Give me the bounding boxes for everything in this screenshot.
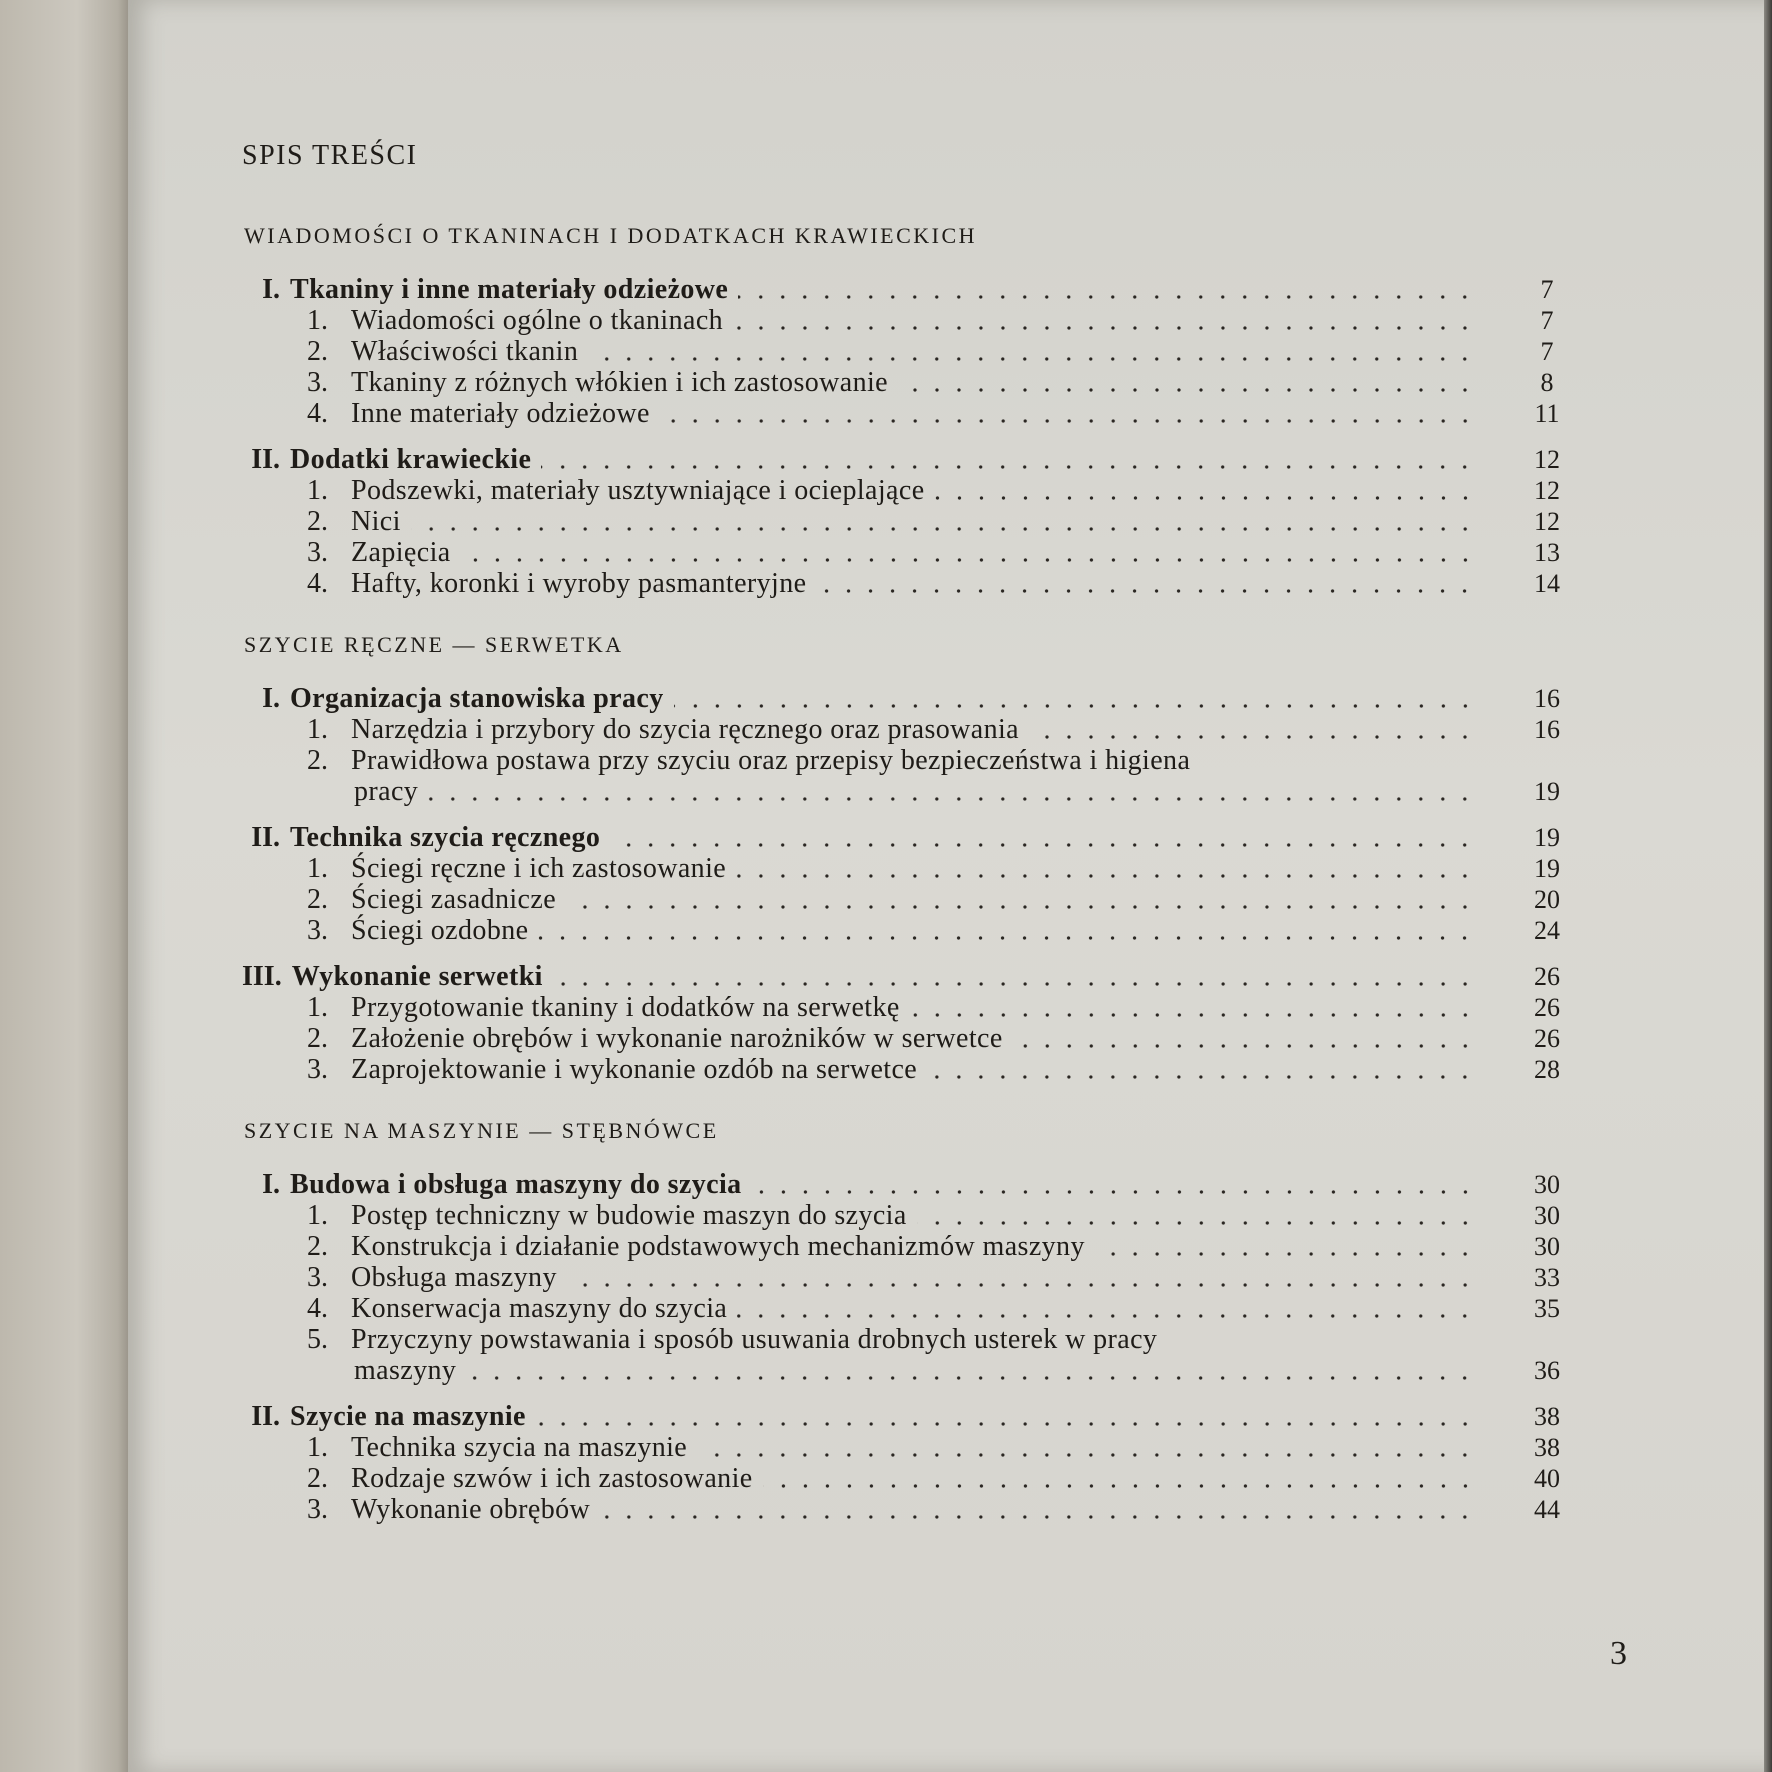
entry-number: 2. bbox=[307, 506, 328, 537]
toc-entry-row[interactable] bbox=[242, 885, 1632, 915]
toc-chapter-row[interactable] bbox=[242, 445, 1632, 475]
table-of-contents bbox=[242, 125, 1632, 1685]
page-number: 14 bbox=[1534, 569, 1560, 598]
dot-leader bbox=[733, 326, 1476, 330]
entry-line bbox=[307, 569, 1482, 599]
dot-leader bbox=[660, 419, 1476, 423]
chapter-title: Wykonanie serwetki bbox=[291, 961, 543, 992]
page-number: 38 bbox=[1534, 1433, 1560, 1462]
entry-number: 1. bbox=[307, 992, 328, 1023]
entry-number: 1. bbox=[307, 305, 328, 336]
entry-line bbox=[307, 368, 1482, 398]
entry-title: Narzędzia i przybory do szycia ręcznego oraz prasowania bbox=[351, 714, 1019, 745]
page-number: 30 bbox=[1534, 1232, 1560, 1261]
page-number: 26 bbox=[1534, 1024, 1560, 1053]
entry-number: 2. bbox=[307, 884, 328, 915]
entry-number: 1. bbox=[307, 714, 328, 745]
page-number: 44 bbox=[1534, 1495, 1560, 1524]
entry-title: Ściegi zasadnicze bbox=[351, 884, 557, 915]
toc-chapter-row[interactable] bbox=[242, 275, 1632, 305]
entry-number: 3. bbox=[307, 1262, 328, 1293]
page-number: 8 bbox=[1540, 368, 1554, 397]
toc-entry-row[interactable] bbox=[242, 1433, 1632, 1463]
entry-title: Założenie obrębów i wykonanie narożników w serwetce bbox=[351, 1023, 1003, 1054]
dot-leader bbox=[737, 1314, 1476, 1318]
chapter-number: III. bbox=[242, 961, 282, 992]
toc-entry-row[interactable] bbox=[242, 569, 1632, 599]
dot-leader bbox=[1013, 1044, 1476, 1048]
page-number: 16 bbox=[1534, 715, 1560, 744]
chapter-title: Dodatki krawieckie bbox=[290, 444, 532, 475]
page-number: 38 bbox=[1534, 1402, 1560, 1431]
toc-entry-row[interactable] bbox=[242, 715, 1632, 745]
section-heading: SZYCIE NA MASZYNIE — STĘBNÓWCE bbox=[244, 1118, 719, 1143]
dot-leader bbox=[538, 936, 1476, 940]
entry-line bbox=[307, 1024, 1482, 1054]
entry-title: Tkaniny z różnych włókien i ich zastosowanie bbox=[351, 367, 888, 398]
entry-title: Konserwacja maszyny do szycia bbox=[351, 1293, 728, 1324]
page-folio: 3 bbox=[1610, 1635, 1627, 1672]
entry-number: 2. bbox=[307, 1463, 328, 1494]
dot-leader bbox=[816, 589, 1476, 593]
facing-page-edge bbox=[0, 0, 128, 1772]
entry-title: Przyczyny powstawania i sposób usuwania drobnych usterek w pracy bbox=[351, 1324, 1158, 1355]
dot-leader bbox=[567, 1283, 1476, 1287]
chapter-number: II. bbox=[251, 444, 280, 475]
page-number: 30 bbox=[1534, 1201, 1560, 1230]
page-number: 28 bbox=[1534, 1055, 1560, 1084]
page-number: 13 bbox=[1534, 538, 1560, 567]
entry-line bbox=[307, 885, 1482, 915]
entry-line bbox=[307, 1495, 1482, 1525]
dot-leader bbox=[917, 1221, 1476, 1225]
entry-title-continuation: maszyny bbox=[354, 1355, 457, 1386]
page-number: 12 bbox=[1534, 445, 1560, 474]
entry-number: 5. bbox=[307, 1324, 328, 1355]
entry-title: Wykonanie obrębów bbox=[351, 1494, 591, 1525]
entry-number: 3. bbox=[307, 1054, 328, 1085]
section-heading: WIADOMOŚCI O TKANINACH I DODATKACH KRAWIECKICH bbox=[244, 223, 978, 248]
toc-entry-row[interactable] bbox=[242, 399, 1632, 429]
dot-leader bbox=[461, 558, 1476, 562]
chapter-line bbox=[242, 1170, 1482, 1200]
page-number: 19 bbox=[1534, 854, 1560, 883]
toc-entry-row[interactable] bbox=[242, 476, 1632, 506]
toc-entry-row[interactable] bbox=[242, 1263, 1632, 1293]
page-number: 24 bbox=[1534, 916, 1560, 945]
dot-leader bbox=[466, 1376, 1476, 1380]
dot-leader bbox=[1095, 1252, 1476, 1256]
dot-leader bbox=[927, 1075, 1476, 1079]
dot-leader bbox=[428, 797, 1476, 801]
entry-line bbox=[307, 1325, 1482, 1355]
entry-title: Prawidłowa postawa przy szyciu oraz przepisy bezpieczeństwa i higiena bbox=[351, 745, 1191, 776]
dot-leader bbox=[600, 1515, 1476, 1519]
page-title: SPIS TREŚCI bbox=[242, 140, 418, 171]
dot-leader bbox=[674, 704, 1476, 708]
entry-title: Konstrukcja i działanie podstawowych mechanizmów maszyny bbox=[351, 1231, 1085, 1262]
page-number: 20 bbox=[1534, 885, 1560, 914]
entry-title: Zaprojektowanie i wykonanie ozdób na serwetce bbox=[351, 1054, 918, 1085]
toc-entry-row[interactable] bbox=[242, 1055, 1632, 1085]
dot-leader bbox=[763, 1484, 1476, 1488]
toc-entry-row[interactable] bbox=[242, 368, 1632, 398]
chapter-title: Organizacja stanowiska pracy bbox=[290, 683, 664, 714]
toc-entry-row[interactable] bbox=[242, 1464, 1632, 1494]
page-edge-shadow bbox=[1764, 0, 1772, 1772]
page-number: 40 bbox=[1534, 1464, 1560, 1493]
entry-title: Inne materiały odzieżowe bbox=[351, 398, 650, 429]
entry-title: Ściegi ręczne i ich zastosowanie bbox=[351, 853, 727, 884]
dot-leader bbox=[536, 1422, 1476, 1426]
dot-leader bbox=[898, 388, 1476, 392]
chapter-title: Szycie na maszynie bbox=[290, 1401, 526, 1432]
dot-leader bbox=[610, 843, 1476, 847]
entry-title: Postęp techniczny w budowie maszyn do szycia bbox=[351, 1200, 907, 1231]
chapter-title: Tkaniny i inne materiały odzieżowe bbox=[290, 274, 729, 305]
toc-entry-row[interactable] bbox=[242, 1232, 1632, 1262]
entry-line bbox=[354, 777, 1482, 807]
page-number: 19 bbox=[1534, 823, 1560, 852]
page-number: 11 bbox=[1534, 399, 1560, 428]
toc-entry-row[interactable] bbox=[242, 306, 1632, 336]
entry-number: 3. bbox=[307, 1494, 328, 1525]
entry-title-continuation: pracy bbox=[354, 776, 419, 807]
dot-leader bbox=[553, 982, 1476, 986]
entry-line bbox=[307, 1232, 1482, 1262]
dot-leader bbox=[588, 357, 1476, 361]
dot-leader bbox=[736, 874, 1476, 878]
entry-number: 1. bbox=[307, 1200, 328, 1231]
entry-title: Hafty, koronki i wyroby pasmanteryjne bbox=[351, 568, 807, 599]
page-number: 35 bbox=[1534, 1294, 1560, 1323]
entry-line bbox=[307, 306, 1482, 336]
dot-leader bbox=[1029, 735, 1476, 739]
chapter-line bbox=[242, 823, 1482, 853]
chapter-number: I. bbox=[262, 1169, 280, 1200]
toc-entry-row[interactable] bbox=[242, 854, 1632, 884]
entry-number: 2. bbox=[307, 1023, 328, 1054]
entry-number: 3. bbox=[307, 915, 328, 946]
entry-line bbox=[307, 507, 1482, 537]
entry-number: 3. bbox=[307, 537, 328, 568]
chapter-line bbox=[242, 445, 1482, 475]
toc-entry-continuation[interactable] bbox=[242, 777, 1632, 807]
toc-entry-row[interactable] bbox=[242, 1325, 1632, 1355]
entry-number: 4. bbox=[307, 568, 328, 599]
entry-line bbox=[307, 1294, 1482, 1324]
chapter-line bbox=[242, 1402, 1482, 1432]
entry-number: 4. bbox=[307, 398, 328, 429]
entry-line bbox=[307, 746, 1482, 776]
page-number: 7 bbox=[1540, 337, 1554, 366]
page-number: 19 bbox=[1534, 777, 1560, 806]
entry-title: Podszewki, materiały usztywniające i ocieplające bbox=[351, 475, 925, 506]
toc-chapter-row[interactable] bbox=[242, 1402, 1632, 1432]
toc-entry-row[interactable] bbox=[242, 1201, 1632, 1231]
dot-leader bbox=[566, 905, 1476, 909]
chapter-title: Budowa i obsługa maszyny do szycia bbox=[290, 1169, 742, 1200]
entry-line bbox=[307, 854, 1482, 884]
chapter-number: I. bbox=[262, 683, 280, 714]
entry-title: Technika szycia na maszynie bbox=[351, 1432, 688, 1463]
toc-entry-row[interactable] bbox=[242, 538, 1632, 568]
page-number: 7 bbox=[1540, 306, 1554, 335]
entry-line bbox=[307, 1433, 1482, 1463]
chapter-number: II. bbox=[251, 1401, 280, 1432]
page-number: 26 bbox=[1534, 993, 1560, 1022]
entry-number: 1. bbox=[307, 853, 328, 884]
entry-title: Obsługa maszyny bbox=[351, 1262, 557, 1293]
page-number: 12 bbox=[1534, 507, 1560, 536]
dot-leader bbox=[697, 1453, 1476, 1457]
entry-title: Nici bbox=[351, 506, 401, 537]
entry-line bbox=[307, 1201, 1482, 1231]
chapter-title: Technika szycia ręcznego bbox=[290, 822, 601, 853]
entry-number: 1. bbox=[307, 475, 328, 506]
toc-chapter-row[interactable] bbox=[242, 962, 1632, 992]
chapter-number: II. bbox=[251, 822, 280, 853]
entry-title: Ściegi ozdobne bbox=[351, 915, 529, 946]
section-heading: SZYCIE RĘCZNE — SERWETKA bbox=[244, 632, 624, 657]
entry-number: 2. bbox=[307, 1231, 328, 1262]
entry-line bbox=[307, 538, 1482, 568]
entry-number: 3. bbox=[307, 367, 328, 398]
dot-leader bbox=[411, 527, 1476, 531]
toc-entry-continuation[interactable] bbox=[242, 1356, 1632, 1386]
chapter-line bbox=[242, 684, 1482, 714]
page-number: 33 bbox=[1534, 1263, 1560, 1292]
chapter-number: I. bbox=[262, 274, 280, 305]
dot-leader bbox=[541, 465, 1476, 469]
entry-number: 2. bbox=[307, 745, 328, 776]
dot-leader bbox=[752, 1190, 1476, 1194]
entry-line bbox=[307, 1055, 1482, 1085]
entry-line bbox=[307, 993, 1482, 1023]
entry-title: Rodzaje szwów i ich zastosowanie bbox=[351, 1463, 753, 1494]
toc-entry-row[interactable] bbox=[242, 916, 1632, 946]
entry-line bbox=[307, 1464, 1482, 1494]
toc-chapter-row[interactable] bbox=[242, 823, 1632, 853]
entry-line bbox=[354, 1356, 1482, 1386]
page-number: 30 bbox=[1534, 1170, 1560, 1199]
toc-entry-row[interactable] bbox=[242, 1294, 1632, 1324]
entry-title: Wiadomości ogólne o tkaninach bbox=[351, 305, 724, 336]
page-number: 12 bbox=[1534, 476, 1560, 505]
page-number: 26 bbox=[1534, 962, 1560, 991]
entry-line bbox=[307, 476, 1482, 506]
page-number: 36 bbox=[1534, 1356, 1560, 1385]
dot-leader bbox=[738, 295, 1476, 299]
dot-leader bbox=[935, 496, 1476, 500]
entry-title: Przygotowanie tkaniny i dodatków na serwetkę bbox=[351, 992, 900, 1023]
toc-entry-row[interactable] bbox=[242, 337, 1632, 367]
entry-title: Zapięcia bbox=[351, 537, 451, 568]
entry-line bbox=[307, 916, 1482, 946]
chapter-line bbox=[242, 275, 1482, 305]
entry-number: 1. bbox=[307, 1432, 328, 1463]
entry-line bbox=[307, 337, 1482, 367]
page-number: 16 bbox=[1534, 684, 1560, 713]
toc-entry-row[interactable] bbox=[242, 1495, 1632, 1525]
toc-entry-row[interactable] bbox=[242, 993, 1632, 1023]
toc-entry-row[interactable] bbox=[242, 746, 1632, 776]
entry-number: 2. bbox=[307, 336, 328, 367]
entry-number: 4. bbox=[307, 1293, 328, 1324]
toc-entry-row[interactable] bbox=[242, 1024, 1632, 1054]
toc-chapter-row[interactable] bbox=[242, 684, 1632, 714]
dot-leader bbox=[910, 1013, 1476, 1017]
entry-line bbox=[307, 1263, 1482, 1293]
toc-chapter-row[interactable] bbox=[242, 1170, 1632, 1200]
page-number: 7 bbox=[1540, 275, 1554, 304]
entry-title: Właściwości tkanin bbox=[351, 336, 579, 367]
entry-line bbox=[307, 715, 1482, 745]
entry-line bbox=[307, 399, 1482, 429]
chapter-line bbox=[242, 962, 1482, 992]
toc-entry-row[interactable] bbox=[242, 507, 1632, 537]
